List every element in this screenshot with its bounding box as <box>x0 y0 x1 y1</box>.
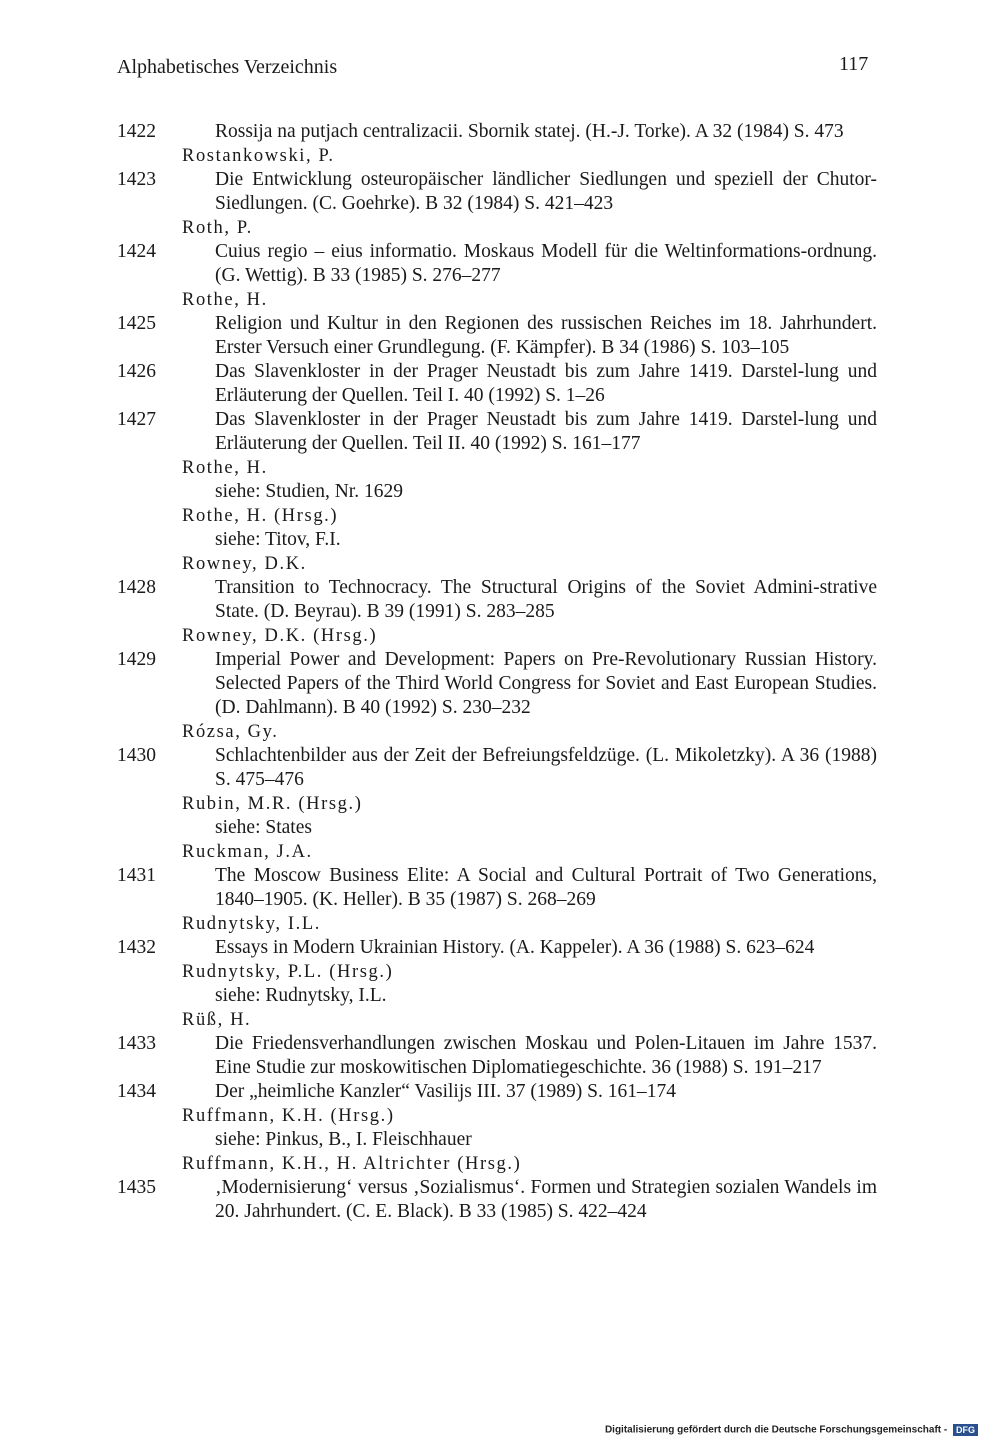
see-reference: siehe: Titov, F.I. <box>215 529 341 550</box>
entry-text: Transition to Technocracy. The Structural Origins of the Soviet Admini-strative State. (D. Beyrau). B 39 (1991) S. 283–285 <box>215 577 877 622</box>
index-entry <box>0 864 1000 912</box>
author-heading: Rothe, H. (Hrsg.) <box>182 506 339 526</box>
index-entry <box>0 744 1000 792</box>
index-entry <box>0 408 1000 456</box>
entry-number: 1428 <box>117 577 156 598</box>
author-heading: Rowney, D.K. <box>182 554 307 574</box>
footer-credit <box>605 1424 978 1436</box>
index-entry <box>0 1080 1000 1104</box>
author-heading: Rózsa, Gy. <box>182 722 279 742</box>
author-heading: Rubin, M.R. (Hrsg.) <box>182 794 363 814</box>
entry-number: 1431 <box>117 865 156 886</box>
index-entry <box>0 120 1000 144</box>
see-reference: siehe: Studien, Nr. 1629 <box>215 481 403 502</box>
entry-number: 1430 <box>117 745 156 766</box>
index-entry <box>0 1176 1000 1224</box>
see-reference: siehe: Rudnytsky, I.L. <box>215 985 387 1006</box>
index-list <box>0 120 1000 1224</box>
author-heading: Ruffmann, K.H., H. Altrichter (Hrsg.) <box>182 1154 522 1174</box>
entry-number: 1429 <box>117 649 156 670</box>
footer-text: Digitalisierung gefördert durch die Deutsche Forschungsgemeinschaft - <box>604 1424 948 1436</box>
index-entry <box>0 240 1000 288</box>
entry-number: 1435 <box>117 1177 156 1198</box>
index-entry <box>0 1032 1000 1080</box>
entry-text: Schlachtenbilder aus der Zeit der Befreiungsfeldzüge. (L. Mikoletzky). A 36 (1988) S. 475–476 <box>215 745 877 790</box>
page-header-title: Alphabetisches Verzeichnis <box>117 56 338 78</box>
entry-number: 1433 <box>117 1033 156 1054</box>
entry-number: 1423 <box>117 169 156 190</box>
entry-text: Imperial Power and Development: Papers on Pre-Revolutionary Russian History. Selected Papers of the Third World Congress for Soviet and East European Studies. (D. Dahlmann). B 40 (1992) S. 230–232 <box>215 649 877 718</box>
index-entry <box>0 360 1000 408</box>
author-heading: Roth, P. <box>182 218 253 238</box>
entry-text: ‚Modernisierung‘ versus ‚Sozialismus‘. Formen und Strategien sozialen Wandels im 20. Jahrhundert. (C. E. Black). B 33 (1985) S. 422–424 <box>215 1177 877 1222</box>
index-entry <box>0 648 1000 720</box>
entry-number: 1426 <box>117 361 156 382</box>
entry-text: Die Entwicklung osteuropäischer ländlicher Siedlungen und speziell der Chutor-Siedlungen. (C. Goehrke). B 32 (1984) S. 421–423 <box>215 169 877 214</box>
entry-text: Der „heimliche Kanzler“ Vasilijs III. 37 (1989) S. 161–174 <box>215 1081 677 1102</box>
entry-number: 1425 <box>117 313 156 334</box>
entry-text: Das Slavenkloster in der Prager Neustadt bis zum Jahre 1419. Darstel-lung und Erläuterung der Quellen. Teil II. 40 (1992) S. 161–177 <box>215 409 877 454</box>
entry-text: Cuius regio – eius informatio. Moskaus Modell für die Weltinformations-ordnung. (G. Wettig). B 33 (1985) S. 276–277 <box>215 241 877 286</box>
page-number: 117 <box>839 53 869 75</box>
entry-number: 1424 <box>117 241 156 262</box>
author-heading: Rudnytsky, I.L. <box>182 914 321 934</box>
author-heading: Rothe, H. <box>182 290 268 310</box>
author-heading: Ruckman, J.A. <box>182 842 313 862</box>
entry-number: 1434 <box>117 1081 156 1102</box>
entry-text: The Moscow Business Elite: A Social and Cultural Portrait of Two Generations, 1840–1905. (K. Heller). B 35 (1987) S. 268–269 <box>215 865 877 910</box>
entry-text: Rossija na putjach centralizacii. Sbornik statej. (H.-J. Torke). A 32 (1984) S. 473 <box>215 121 844 142</box>
index-entry <box>0 576 1000 624</box>
author-heading: Rüß, H. <box>182 1010 252 1030</box>
entry-text: Das Slavenkloster in der Prager Neustadt bis zum Jahre 1419. Darstel-lung und Erläuterung der Quellen. Teil I. 40 (1992) S. 1–26 <box>215 361 877 406</box>
entry-text: Essays in Modern Ukrainian History. (A. Kappeler). A 36 (1988) S. 623–624 <box>215 937 815 958</box>
dfg-logo: DFG <box>953 1424 978 1436</box>
see-reference: siehe: Pinkus, B., I. Fleischhauer <box>215 1129 472 1150</box>
entry-text: Die Friedensverhandlungen zwischen Moskau und Polen-Litauen im Jahre 1537. Eine Studie zur moskowitischen Diplomatiegeschichte. 36 (1988) S. 191–217 <box>215 1033 877 1078</box>
author-heading: Rostankowski, P. <box>182 146 335 166</box>
see-reference: siehe: States <box>215 817 312 838</box>
index-entry <box>0 168 1000 216</box>
author-heading: Rudnytsky, P.L. (Hrsg.) <box>182 962 394 982</box>
entry-number: 1427 <box>117 409 156 430</box>
author-heading: Rowney, D.K. (Hrsg.) <box>182 626 378 646</box>
entry-number: 1422 <box>117 121 156 142</box>
entry-text: Religion und Kultur in den Regionen des russischen Reiches im 18. Jahrhundert. Erster Versuch einer Grundlegung. (F. Kämpfer). B 34 (1986) S. 103–105 <box>215 313 877 358</box>
author-heading: Rothe, H. <box>182 458 268 478</box>
index-entry <box>0 312 1000 360</box>
index-entry <box>0 936 1000 960</box>
entry-number: 1432 <box>117 937 156 958</box>
author-heading: Ruffmann, K.H. (Hrsg.) <box>182 1106 395 1126</box>
